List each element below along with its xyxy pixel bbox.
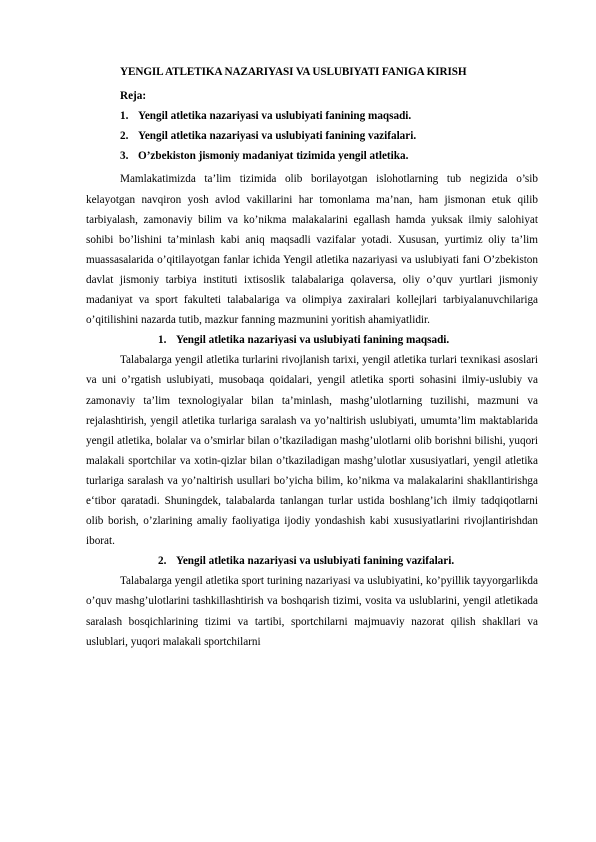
section-heading-text: Yengil atletika nazariyasi va uslubiyati fanining vazifalari. bbox=[176, 555, 455, 568]
section-heading-text: Yengil atletika nazariyasi va uslubiyati fanining maqsadi. bbox=[176, 334, 450, 347]
plan-item bbox=[86, 126, 538, 146]
plan-item-text: O’zbekiston jismoniy madaniyat tizimida yengil atletika. bbox=[138, 150, 409, 163]
document-title: YENGIL ATLETIKA NAZARIYASI VA USLUBIYATI FANIGA KIRISH bbox=[120, 66, 467, 78]
plan-label: Reja: bbox=[120, 90, 147, 103]
section-number: 2. bbox=[158, 555, 167, 568]
plan-item bbox=[86, 146, 538, 166]
plan-item-number: 1. bbox=[120, 110, 129, 123]
section-number: 1. bbox=[158, 334, 167, 347]
section-paragraph: Talabalarga yengil atletika turlarini rivojlanish tarixi, yengil atletika turlari texnikasi asoslari va uni o’rgatish uslubiyati, musobaqa qoidalari, yengil atletika sporti sohasini ilmiy-uslubiy va zamonaviy ta’lim texnologiyalar bilan ta’minlash, mashg’ulotlarning tuzilishi, mazmuni va rejalashtirish, yengil atletika turlariga saralash va yo’naltirish uslubiyati, umumta’lim maktablarida yengil atletika, bolalar va o’smirlar bilan o’tkaziladigan mashg’ulotlarni olib borishni bilishi, yuqori malakali sportchilar va xotin-qizlar bilan o’tkaziladigan mashg’ulotlar xususiyatlari, yengil atletika turlariga saralash va yo’naltirish usullari bo’yicha bilim, ko’nikma va malakalarini shakllantirishga e‘tibor qaratadi. Shuningdek, talabalarda tanlangan turlar ustida boshlang’ich ilmiy tadqiqotlarni olib borish, o’zlarining amaliy faoliyatiga ijodiy yondashish kabi xususiyatlarini rivojlantirishdan iborat. bbox=[86, 354, 538, 548]
intro-paragraph: Mamlakatimizda ta’lim tizimida olib borilayotgan islohotlarning tub negizida o’sib kelayotgan navqiron yosh avlod vakillarini har tomonlama ma’nan, ham jismonan etuk qilib tarbiyalash, zamonaviy bilim va ko’nikma malakalarini egallash hamda yuksak ilmiy salohiyat sohibi bo’lishini ta’minlash kabi aniq maqsadli vazifalar yotadi. Xususan, yurtimiz oliy ta’lim muassasalarida o’qitilayotgan fanlar ichida Yengil atletika nazariyasi va uslubiyati fani O’zbekiston davlat jismoniy tarbiya instituti ixtisoslik talabalariga qolaversa, oliy o’quv yurtlari jismoniy madaniyat va sport fakulteti talabalariga va olimpiya zaxiralari kollejlari tarbiyalanuvchilariga o’qitilishini nazarda tutib, mazkur fanning mazmunini yoritish ahamiyatlidir. bbox=[86, 173, 538, 327]
section-heading bbox=[86, 551, 538, 571]
document-page bbox=[86, 62, 538, 652]
section-heading bbox=[86, 330, 538, 350]
plan-item-text: Yengil atletika nazariyasi va uslubiyati fanining maqsadi. bbox=[138, 110, 412, 123]
plan-item-text: Yengil atletika nazariyasi va uslubiyati fanining vazifalari. bbox=[138, 130, 417, 143]
section-paragraph: Talabalarga yengil atletika sport turining nazariyasi va uslubiyatini, ko’pyillik tayyorgarlikda o’quv mashg’ulotlarini tashkillashtirish va boshqarish tizimi, vosita va uslublarini, yengil atletikada saralash bosqichlarining tizimi va tartibi, sportchilarni majmuaviy nazorat qilish shakllari va uslublari, yuqori malakali sportchilarni bbox=[86, 575, 538, 648]
plan-item bbox=[86, 106, 538, 126]
plan-item-number: 3. bbox=[120, 150, 129, 163]
plan-list bbox=[86, 106, 538, 166]
plan-item-number: 2. bbox=[120, 130, 129, 143]
